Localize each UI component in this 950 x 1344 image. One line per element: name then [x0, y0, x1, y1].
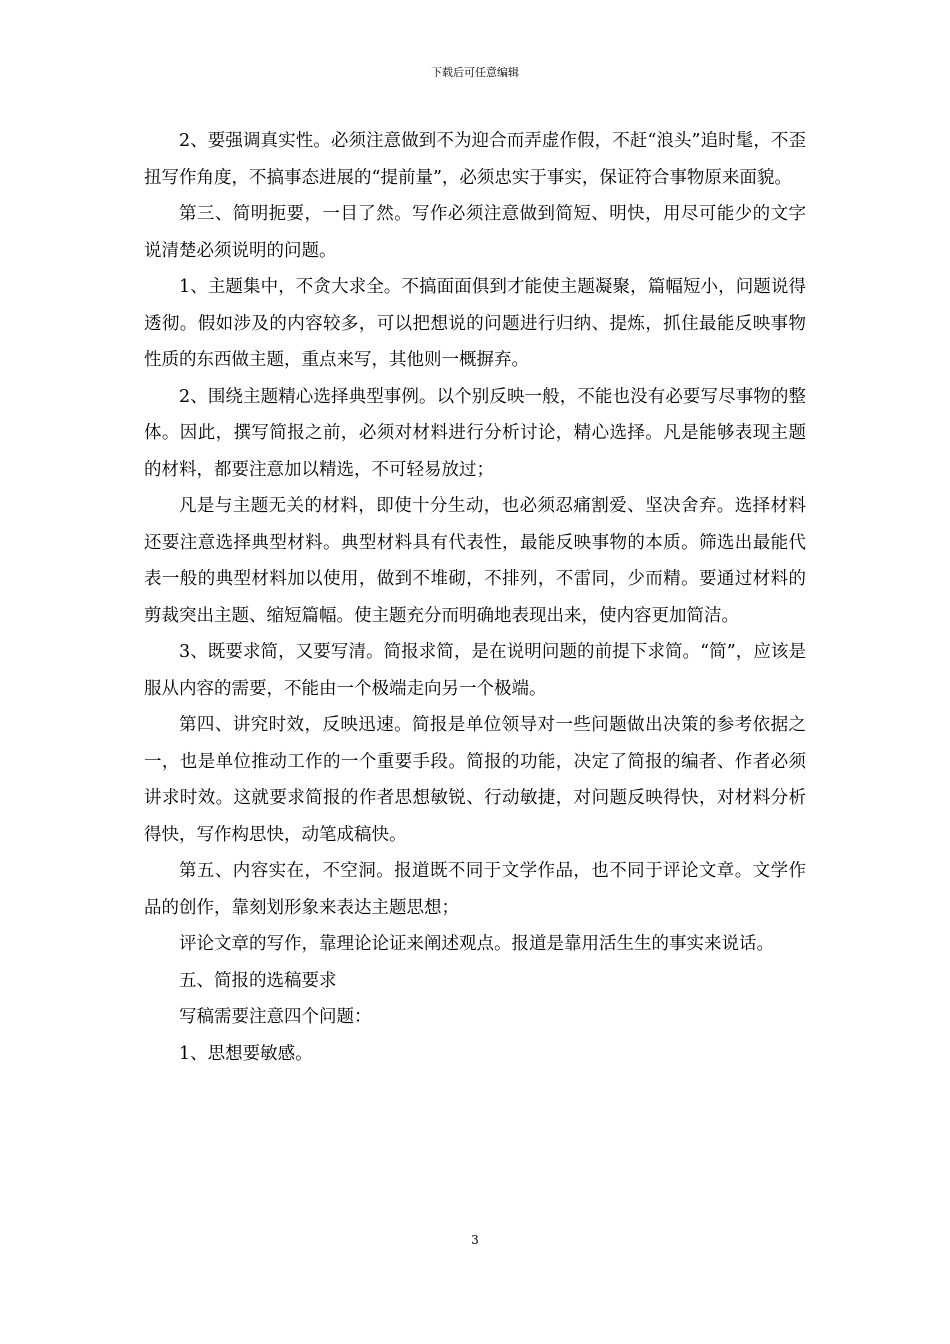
paragraph-material-selection: 凡是与主题无关的材料，即使十分生动，也必须忍痛割爱、坚决舍弃。选择材料还要注意选择典型材料。典型材料具有代表性，最能反映事物的本质。筛选出最能代表一般的典型材料加以使用，做到不堆砌，不排列，不雷同，少而精。要通过材料的剪裁突出主题、缩短篇幅。使主题充分而明确地表现出来，使内容更加简洁。 — [144, 496, 806, 626]
paragraph-timeliness: 第四、讲究时效，反映迅速。简报是单位领导对一些问题做出决策的参考依据之一，也是单位推动工作的一个重要手段。简报的功能，决定了简报的编者、作者必须讲求时效。这就要求简报的作者思想敏锐、行动敏捷，对问题反映得快，对材料分析得快，写作构思快，动笔成稿快。 — [144, 715, 806, 845]
paragraph-commentary: 评论文章的写作，靠理论论证来阐述观点。报道是靠用活生生的事实来说话。 — [179, 934, 774, 954]
paragraph-focused-theme: 1、主题集中，不贪大求全。不搞面面俱到才能使主题凝聚，篇幅短小，问题说得透彻。假如涉及的内容较多，可以把想说的问题进行归纳、提炼，抓住最能反映事物性质的东西做主题，重点来写，其他则一概摒弃。 — [144, 277, 806, 370]
paragraph-authenticity: 2、要强调真实性。必须注意做到不为迎合而弄虚作假，不赶“浪头”追时髦，不歪扭写作角度，不搞事态进展的“提前量”，必须忠实于事实，保证符合事物原来面貌。 — [144, 131, 806, 188]
document-body — [144, 123, 806, 1072]
paragraph-concise: 第三、简明扼要，一目了然。写作必须注意做到简短、明快，用尽可能少的文字说清楚必须说明的问题。 — [144, 204, 806, 261]
paragraph-substantial-content: 第五、内容实在，不空洞。报道既不同于文学作品，也不同于评论文章。文学作品的创作，靠刻划形象来表达主题思想； — [144, 861, 806, 918]
paragraph-typical-examples: 2、围绕主题精心选择典型事例。以个别反映一般，不能也没有必要写尽事物的整体。因此，撰写简报之前，必须对材料进行分析讨论，精心选择。凡是能够表现主题的材料，都要注意加以精选，不可轻易放过； — [144, 386, 806, 480]
paragraph-four-issues: 写稿需要注意四个问题： — [179, 1007, 372, 1027]
section-heading-selection-requirements: 五、简报的选稿要求 — [179, 970, 337, 991]
page-number: 3 — [471, 1233, 479, 1247]
page-header: 下载后可任意编辑 — [431, 66, 519, 79]
paragraph-brief-and-clear: 3、既要求简，又要写清。简报求简，是在说明问题的前提下求简。“简”，应该是服从内容的需要，不能由一个极端走向另一个极端。 — [144, 642, 806, 699]
paragraph-sensitive-thinking: 1、思想要敏感。 — [179, 1043, 313, 1064]
